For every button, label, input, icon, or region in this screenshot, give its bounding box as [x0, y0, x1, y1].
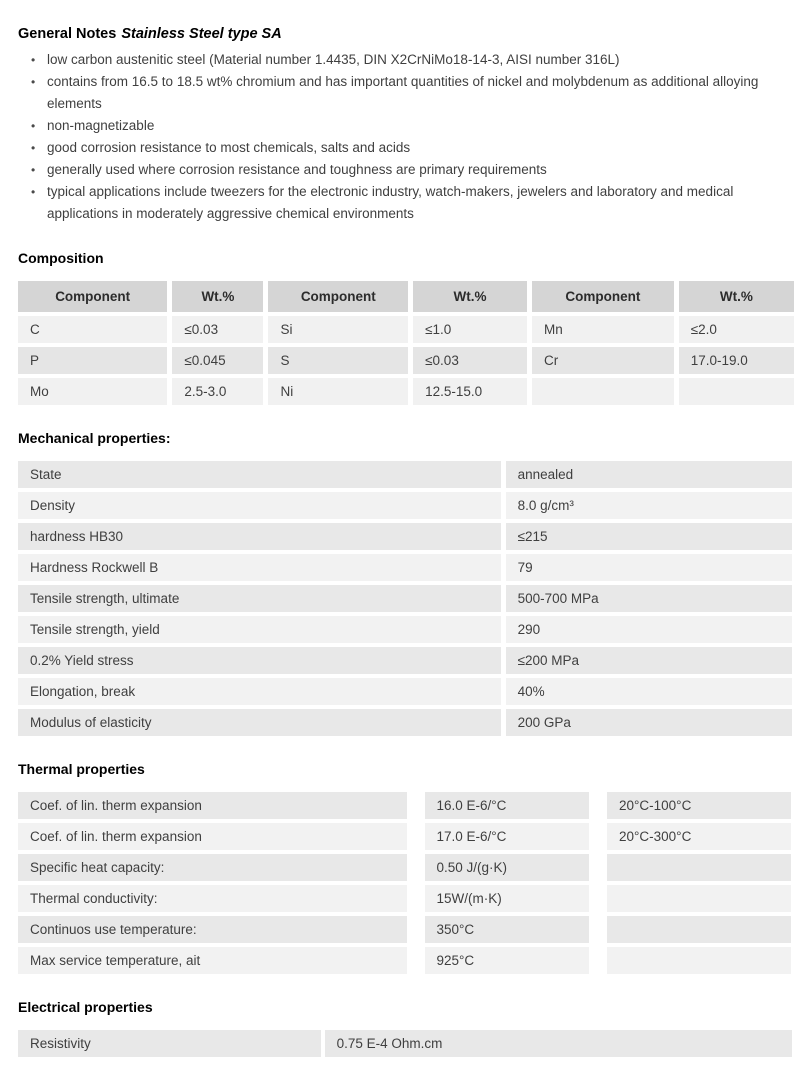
table-cell: Elongation, break: [18, 676, 503, 707]
table-row: [18, 676, 792, 707]
table-row: [18, 376, 794, 405]
column-header: Wt.%: [411, 281, 530, 314]
bullet-item: • good corrosion resistance to most chemicals, salts and acids: [18, 137, 791, 159]
table-cell: Ni: [266, 376, 411, 405]
composition-table: [18, 281, 794, 405]
table-cell: 0.2% Yield stress: [18, 645, 503, 676]
table-cell: Max service temperature, ait: [18, 945, 416, 974]
table-cell: Mn: [529, 314, 676, 345]
table-cell: [598, 914, 791, 945]
table-cell: C: [18, 314, 170, 345]
table-cell: 40%: [503, 676, 792, 707]
table-row: [18, 1030, 792, 1057]
table-cell: 200 GPa: [503, 707, 792, 736]
table-cell: 8.0 g/cm³: [503, 490, 792, 521]
table-cell: 20°C-300°C: [598, 821, 791, 852]
table-cell: 20°C-100°C: [598, 792, 791, 821]
section-heading-thermal: Thermal properties: [18, 761, 145, 777]
table-cell: hardness HB30: [18, 521, 503, 552]
section-heading-composition: Composition: [18, 250, 104, 266]
table-cell: Thermal conductivity:: [18, 883, 416, 914]
table-cell: [598, 945, 791, 974]
column-header: Component: [18, 281, 170, 314]
table-row: [18, 614, 792, 645]
table-cell: Coef. of lin. therm expansion: [18, 821, 416, 852]
table-cell: 500-700 MPa: [503, 583, 792, 614]
table-cell: 0.50 J/(g·K): [416, 852, 598, 883]
table-cell: Specific heat capacity:: [18, 852, 416, 883]
table-cell: Coef. of lin. therm expansion: [18, 792, 416, 821]
table-row: [18, 914, 791, 945]
table-row: [18, 945, 791, 974]
page-title: [18, 26, 791, 43]
table-cell: ≤1.0: [411, 314, 530, 345]
table-cell: ≤0.045: [170, 345, 266, 376]
thermal-properties-table: [18, 792, 791, 974]
table-row: [18, 314, 794, 345]
table-cell: Si: [266, 314, 411, 345]
table-cell: ≤200 MPa: [503, 645, 792, 676]
table-cell: Cr: [529, 345, 676, 376]
table-cell: 350°C: [416, 914, 598, 945]
table-cell: Continuos use temperature:: [18, 914, 416, 945]
table-row: [18, 521, 792, 552]
table-cell: Hardness Rockwell B: [18, 552, 503, 583]
table-cell: Tensile strength, yield: [18, 614, 503, 645]
table-cell: annealed: [503, 461, 792, 490]
table-cell: ≤0.03: [170, 314, 266, 345]
table-cell: [529, 376, 676, 405]
table-cell: 79: [503, 552, 792, 583]
table-cell: P: [18, 345, 170, 376]
table-row: [18, 345, 794, 376]
table-row: [18, 490, 792, 521]
bullet-item: • typical applications include tweezers for the electronic industry, watch-makers, jewelers and laboratory and medical applications in moderately aggressive chemical environments: [18, 181, 791, 225]
section-heading-mechanical: Mechanical properties:: [18, 430, 171, 446]
bullet-item: • contains from 16.5 to 18.5 wt% chromium and has important quantities of nickel and molybdenum as additional alloying elements: [18, 71, 791, 115]
table-row: [18, 552, 792, 583]
table-row: [18, 792, 791, 821]
table-cell: Resistivity: [18, 1030, 323, 1057]
electrical-properties-table: [18, 1030, 792, 1057]
table-row: [18, 707, 792, 736]
page-title-bold: General Notes: [18, 26, 117, 42]
column-header: Wt.%: [170, 281, 266, 314]
mechanical-properties-table: [18, 461, 792, 736]
table-cell: [676, 376, 794, 405]
section-heading-electrical: Electrical properties: [18, 999, 153, 1015]
column-header: Component: [266, 281, 411, 314]
table-row: [18, 852, 791, 883]
table-cell: 290: [503, 614, 792, 645]
table-cell: 17.0 E-6/°C: [416, 821, 598, 852]
table-row: [18, 883, 791, 914]
table-cell: ≤2.0: [676, 314, 794, 345]
table-cell: 16.0 E-6/°C: [416, 792, 598, 821]
table-row: [18, 583, 792, 614]
table-cell: 2.5-3.0: [170, 376, 266, 405]
table-row: [18, 645, 792, 676]
table-cell: 0.75 E-4 Ohm.cm: [323, 1030, 792, 1057]
table-cell: ≤215: [503, 521, 792, 552]
table-cell: ≤0.03: [411, 345, 530, 376]
table-row: [18, 821, 791, 852]
table-cell: 925°C: [416, 945, 598, 974]
general-notes-list: [18, 49, 791, 225]
table-cell: Modulus of elasticity: [18, 707, 503, 736]
header-row: [18, 281, 794, 314]
page-title-italic: Stainless Steel type SA: [121, 26, 282, 42]
bullet-item: • generally used where corrosion resistance and toughness are primary requirements: [18, 159, 791, 181]
table-cell: Tensile strength, ultimate: [18, 583, 503, 614]
column-header: Wt.%: [676, 281, 794, 314]
table-row: [18, 461, 792, 490]
table-cell: [598, 883, 791, 914]
bullet-item: • non-magnetizable: [18, 115, 791, 137]
table-cell: State: [18, 461, 503, 490]
table-cell: 12.5-15.0: [411, 376, 530, 405]
table-cell: 15W/(m·K): [416, 883, 598, 914]
table-cell: [598, 852, 791, 883]
column-header: Component: [529, 281, 676, 314]
bullet-item: • low carbon austenitic steel (Material number 1.4435, DIN X2CrNiMo18-14-3, AISI number 316L): [18, 49, 791, 71]
table-cell: Mo: [18, 376, 170, 405]
table-cell: 17.0-19.0: [676, 345, 794, 376]
table-cell: Density: [18, 490, 503, 521]
table-cell: S: [266, 345, 411, 376]
